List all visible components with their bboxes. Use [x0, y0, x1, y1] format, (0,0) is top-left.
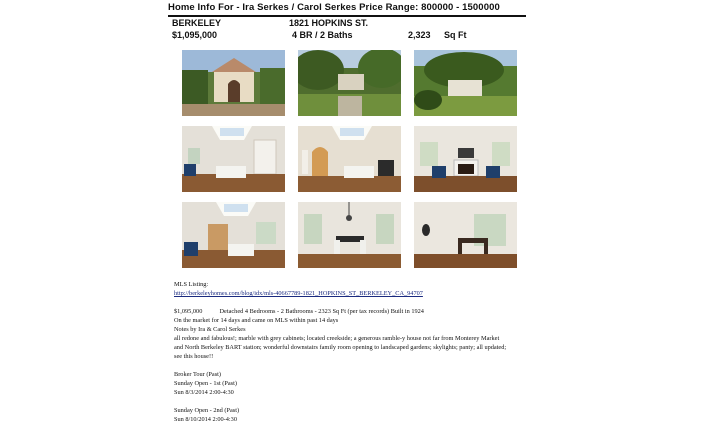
- open-house-1-label: Sunday Open - 1st (Past): [174, 380, 237, 387]
- listing-photo-9[interactable]: [414, 202, 517, 268]
- notes-line-2: and North Berkeley BART station; wonderful downstairs family room opening to landscaped gardens; skylights; panty; all updated;: [174, 344, 507, 351]
- listing-photo-8[interactable]: [298, 202, 401, 268]
- notes-line-3: see this house!!: [174, 353, 214, 360]
- listing-price: $1,095,000: [172, 30, 218, 40]
- open-house-1-time: Sun 8/3/2014 2:00-4:30: [174, 389, 234, 396]
- details-price: $1,095,000: [174, 308, 203, 315]
- details-summary: Detached 4 Bedrooms - 2 Bathrooms - 2323 Sq Ft (per tax records) Built in 1924: [219, 308, 424, 315]
- mls-link[interactable]: http://berkeleyhomes.com/blog/idx/mls-40667789-1821_HOPKINS_ST_BERKELEY_CA_94707: [174, 290, 423, 297]
- listing-beds-baths: 4 BR / 2 Baths: [292, 30, 353, 40]
- notes-label: Notes by Ira & Carol Serkes: [174, 326, 246, 333]
- market-status: On the market for 14 days and came on MLS within past 14 days: [174, 317, 339, 324]
- listing-photo-4[interactable]: [182, 126, 285, 192]
- listing-photo-7[interactable]: [182, 202, 285, 268]
- listing-photo-2[interactable]: [298, 50, 401, 116]
- broker-tour: Broker Tour (Past): [174, 371, 222, 378]
- page-header: [168, 0, 526, 17]
- listing-sqft-unit: Sq Ft: [444, 30, 467, 40]
- summary-line: [174, 307, 564, 316]
- listing-address: 1821 HOPKINS ST.: [289, 18, 369, 28]
- listing-photo-1[interactable]: [182, 50, 285, 116]
- listing-photo-5[interactable]: [298, 126, 401, 192]
- listing-city: BERKELEY: [172, 18, 222, 28]
- listing-details: [174, 280, 564, 424]
- header-title: Home Info For - Ira Serkes / Carol Serkes Price Range: 800000 - 1500000: [168, 2, 500, 13]
- listing-sqft: 2,323: [408, 30, 431, 40]
- listing-photo-3[interactable]: [414, 50, 517, 116]
- listing-photo-6[interactable]: [414, 126, 517, 192]
- open-house-2-label: Sunday Open - 2nd (Past): [174, 407, 240, 414]
- notes-line-1: all redone and fabulous!; marble with grey cabinets; located creekside; a generous ramble-y house not far from Monterey Market: [174, 335, 500, 342]
- mls-label: MLS Listing:: [174, 281, 209, 288]
- open-house-2-time: Sun 8/10/2014 2:00-4:30: [174, 416, 237, 423]
